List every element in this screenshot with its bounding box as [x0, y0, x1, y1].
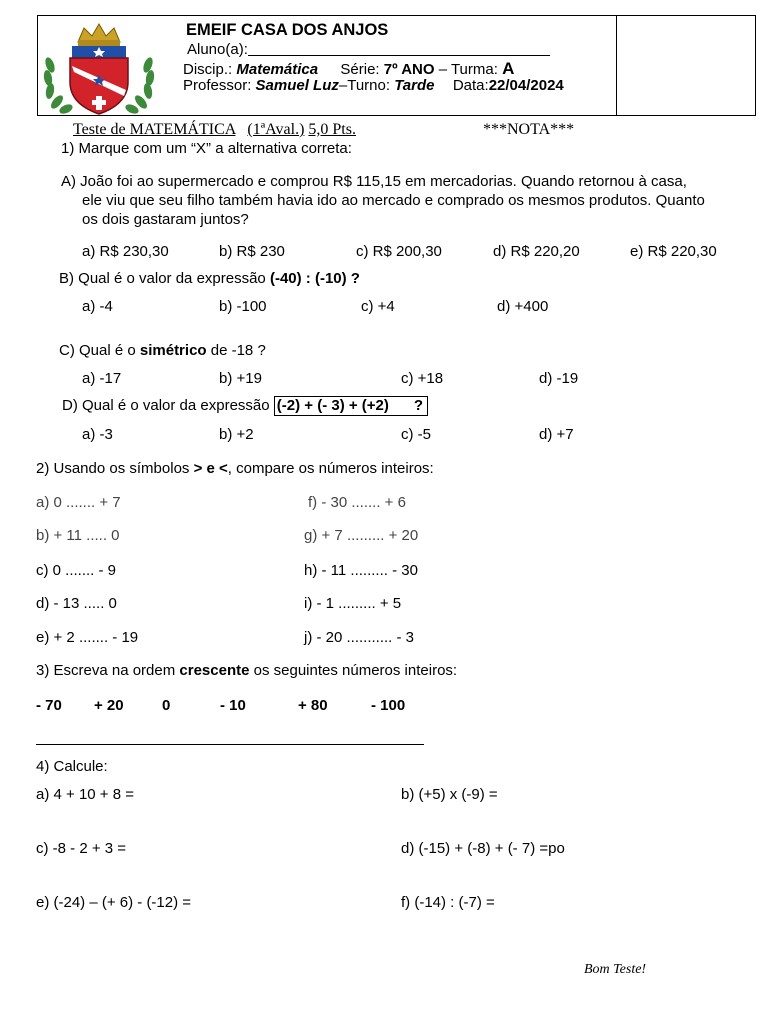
q1a-line2: ele viu que seu filho também havia ido ao mercado e comprado os mesmos produtos. Quanto — [82, 192, 705, 209]
q1d-text: D) Qual é o valor da expressão — [62, 397, 274, 414]
date-value: 22/04/2024 — [488, 77, 564, 94]
subject-value: Matemática — [236, 61, 319, 78]
q2-item-f[interactable]: f) - 30 ....... + 6 — [308, 494, 406, 511]
q1d-option-c[interactable]: c) -5 — [401, 426, 431, 443]
q3-number: - 70 — [36, 697, 62, 714]
q1b-option-d[interactable]: d) +400 — [497, 298, 549, 315]
grade-value: 7º ANO — [383, 61, 435, 78]
q1b-question — [59, 270, 360, 287]
student-label: Aluno(a): — [187, 41, 248, 58]
q1b-text: B) Qual é o valor da expressão — [59, 270, 270, 287]
q1b-option-b[interactable]: b) -100 — [219, 298, 267, 315]
q3-number: 0 — [162, 697, 171, 714]
q1b-option-a[interactable]: a) -4 — [82, 298, 113, 315]
grade-nota: ***NOTA*** — [483, 121, 575, 138]
subject-label: Discip.: — [183, 61, 233, 78]
q4-prompt: 4) Calcule: — [36, 758, 108, 775]
q3-number: - 100 — [371, 697, 406, 714]
q3-number: + 20 — [94, 697, 124, 714]
class-label: – Turma: — [434, 61, 498, 78]
q3-answer-line[interactable] — [36, 744, 424, 745]
q2-prompt: 2) Usando os símbolos > e <, compare os números inteiros: — [36, 460, 434, 477]
teacher-label: Professor: — [183, 77, 252, 94]
shift-value: Tarde — [394, 77, 435, 94]
q4-item-e[interactable]: e) (-24) – (+ 6) - (-12) = — [36, 894, 192, 911]
q1a-option-d[interactable]: d) R$ 220,20 — [493, 243, 580, 260]
school-name: EMEIF CASA DOS ANJOS — [186, 21, 389, 39]
teacher-value: Samuel Luz — [255, 77, 339, 94]
test-title-points: 5,0 Pts. — [308, 121, 356, 138]
teacher-line — [183, 77, 564, 94]
q1c-bold: simétrico — [139, 342, 207, 359]
q1a-option-a[interactable]: a) R$ 230,30 — [82, 243, 169, 260]
q3-prompt: 3) Escreva na ordem crescente os seguintes números inteiros: — [36, 662, 458, 679]
q2-item-d[interactable]: d) - 13 ..... 0 — [36, 595, 117, 612]
q4-item-d[interactable]: d) (-15) + (-8) + (- 7) =po — [401, 840, 565, 857]
footer-good-luck: Bom Teste! — [584, 962, 647, 977]
q3-number: + 80 — [298, 697, 328, 714]
q2-item-c[interactable]: c) 0 ....... - 9 — [36, 562, 117, 579]
q1d-question — [62, 397, 428, 414]
q3-bold: crescente — [179, 662, 250, 679]
q4-item-a[interactable]: a) 4 + 10 + 8 = — [36, 786, 134, 803]
q3-number: - 10 — [220, 697, 246, 714]
q1d-option-a[interactable]: a) -3 — [82, 426, 113, 443]
student-name-line[interactable] — [248, 55, 550, 56]
q1c-option-a[interactable]: a) -17 — [82, 370, 122, 387]
q1a-option-e[interactable]: e) R$ 220,30 — [630, 243, 717, 260]
class-value: A — [502, 59, 515, 78]
q4-item-b[interactable]: b) (+5) x (-9) = — [401, 786, 498, 803]
test-title — [73, 121, 356, 139]
q2-item-b[interactable]: b) + 11 ..... 0 — [36, 527, 120, 544]
q4-item-c[interactable]: c) -8 - 2 + 3 = — [36, 840, 127, 857]
q1c-option-b[interactable]: b) +19 — [219, 370, 262, 387]
test-title-subject: Teste de MATEMÁTICA — [73, 121, 236, 138]
q2-item-e[interactable]: e) + 2 ....... - 19 — [36, 629, 139, 646]
q1c-option-d[interactable]: d) -19 — [539, 370, 579, 387]
q1a-option-b[interactable]: b) R$ 230 — [219, 243, 285, 260]
grade-label: Série: — [340, 61, 380, 78]
q1a-line1: A) João foi ao supermercado e comprou R$ 115,15 em mercadorias. Quando retornou à casa, — [61, 173, 687, 190]
q2-item-j[interactable]: j) - 20 ........... - 3 — [304, 629, 415, 646]
school-coat-of-arms-icon — [40, 20, 158, 116]
date-label: Data: — [452, 77, 489, 94]
grade-box-divider — [616, 15, 617, 116]
q4-item-f[interactable]: f) (-14) : (-7) = — [401, 894, 495, 911]
q1-prompt: 1) Marque com um “X” a alternativa correta: — [61, 140, 352, 157]
q1d-option-d[interactable]: d) +7 — [539, 426, 574, 443]
q1d-option-b[interactable]: b) +2 — [219, 426, 254, 443]
q1d-expression: (-2) + (- 3) + (+2) ? — [274, 396, 428, 416]
q2-item-h[interactable]: h) - 11 ......... - 30 — [304, 562, 418, 579]
q2-symbols: > e < — [193, 460, 228, 477]
q2-item-i[interactable]: i) - 1 ......... + 5 — [304, 595, 402, 612]
subject-line — [183, 59, 514, 79]
q2-item-g[interactable]: g) + 7 ......... + 20 — [304, 527, 419, 544]
q1c-question: C) Qual é o simétrico de -18 ? — [59, 342, 266, 359]
q1b-expression: (-40) : (-10) ? — [269, 270, 360, 287]
q1c-option-c[interactable]: c) +18 — [401, 370, 444, 387]
q1a-option-c[interactable]: c) R$ 200,30 — [356, 243, 442, 260]
q1a-line3: os dois gastaram juntos? — [82, 211, 249, 228]
test-title-aval: (1ªAval.) — [247, 121, 305, 138]
q1b-option-c[interactable]: c) +4 — [361, 298, 395, 315]
q2-item-a[interactable]: a) 0 ....... + 7 — [36, 494, 121, 511]
shift-label: –Turno: — [338, 77, 391, 94]
